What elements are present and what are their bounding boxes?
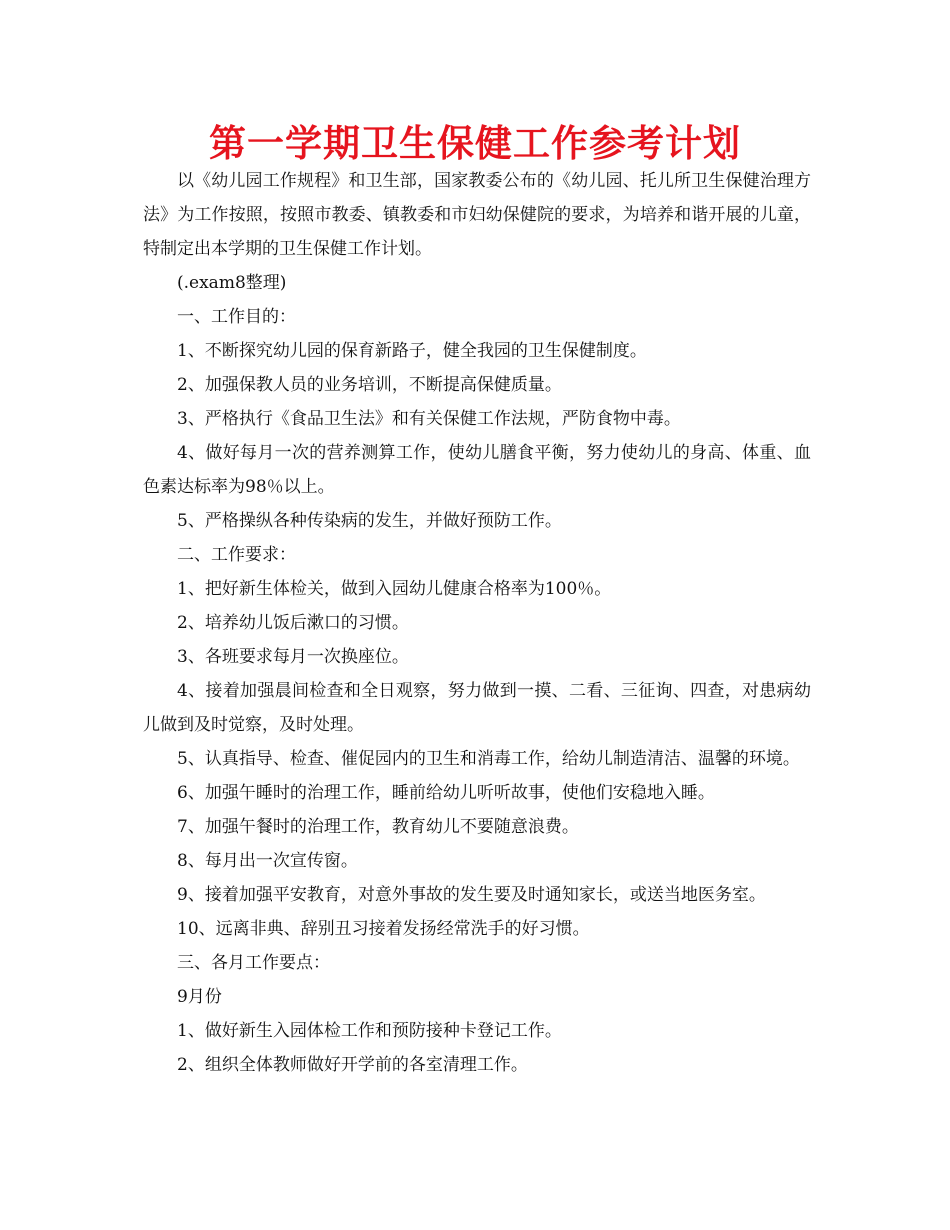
paragraph: 三、各月工作要点： [177,953,330,973]
paragraph: 2、加强保教人员的业务培训，不断提高保健质量。 [177,375,562,395]
paragraph: 7、加强午餐时的治理工作，教育幼儿不要随意浪费。 [177,817,579,837]
paragraph: 9、接着加强平安教育，对意外事故的发生要及时通知家长，或送当地医务室。 [177,885,766,905]
document-body [143,164,811,1082]
paragraph: 1、把好新生体检关，做到入园幼儿健康合格率为100％。 [177,579,612,599]
paragraph: 4、接着加强晨间检查和全日观察，努力做到一摸、二看、三征询、四查，对患病幼儿做到及时觉察，及时处理。 [143,681,811,735]
paragraph: 5、严格操纵各种传染病的发生，并做好预防工作。 [177,511,562,531]
paragraph: 2、培养幼儿饭后漱口的习惯。 [177,613,409,633]
paragraph: (.exam8整理) [177,273,287,293]
paragraph: 6、加强午睡时的治理工作，睡前给幼儿听听故事，使他们安稳地入睡。 [177,783,715,803]
paragraph: 8、每月出一次宣传窗。 [177,851,358,871]
paragraph: 二、工作要求： [177,545,296,565]
paragraph: 3、各班要求每月一次换座位。 [177,647,409,667]
paragraph: 1、做好新生入园体检工作和预防接种卡登记工作。 [177,1021,562,1041]
paragraph: 4、做好每月一次的营养测算工作，使幼儿膳食平衡，努力使幼儿的身高、体重、血色素达标率为98％以上。 [143,443,811,497]
paragraph: 5、认真指导、检查、催促园内的卫生和消毒工作，给幼儿制造清洁、温馨的环境。 [177,749,800,769]
paragraph: 一、工作目的： [177,307,296,327]
paragraph: 10、远离非典、辞别丑习接着发扬经常洗手的好习惯。 [177,919,590,939]
document-title: 第一学期卫生保健工作参考计划 [209,122,741,165]
paragraph: 1、不断探究幼儿园的保育新路子，健全我园的卫生保健制度。 [177,341,647,361]
paragraph: 2、组织全体教师做好开学前的各室清理工作。 [177,1055,528,1075]
paragraph: 3、严格执行《食品卫生法》和有关保健工作法规，严防食物中毒。 [177,409,681,429]
paragraph: 以《幼儿园工作规程》和卫生部，国家教委公布的《幼儿园、托儿所卫生保健治理方法》为工作按照，按照市教委、镇教委和市妇幼保健院的要求，为培养和谐开展的儿童，特制定出本学期的卫生保健工作计划。 [143,171,811,259]
paragraph: 9月份 [177,987,222,1007]
